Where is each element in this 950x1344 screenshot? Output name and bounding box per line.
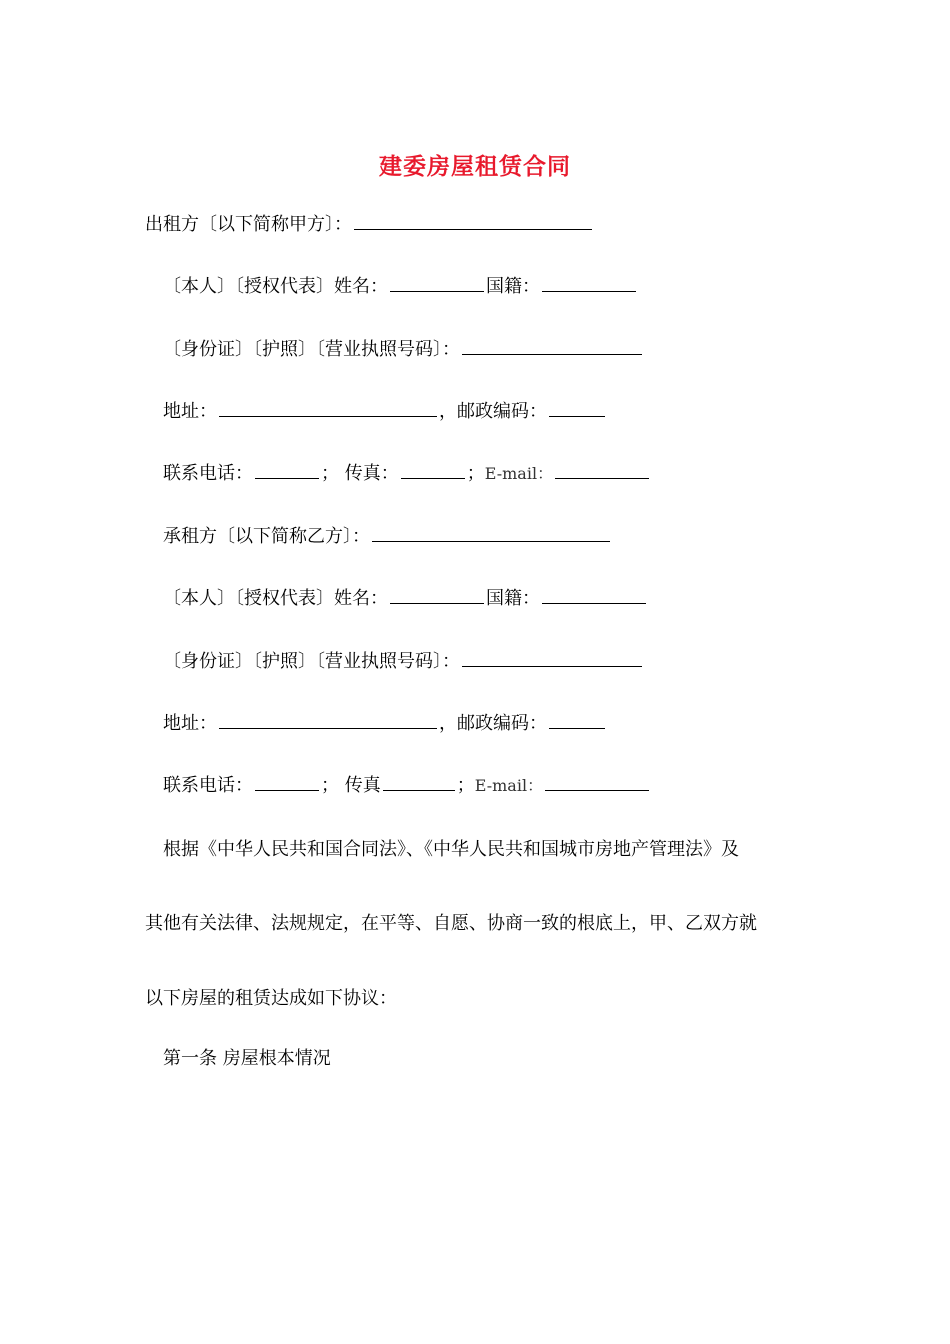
lessor-nationality-blank[interactable] (542, 273, 636, 292)
lessee-heading-row (163, 523, 612, 550)
lessee-sep1: ； (321, 775, 339, 796)
lessor-address-row (163, 398, 607, 425)
lessee-heading: 承租方〔以下简称乙方〕： (163, 526, 370, 547)
lessee-address-row (163, 710, 607, 737)
lessee-id-label: 〔身份证〕〔护照〕〔营业执照号码〕： (163, 651, 460, 672)
lessee-contact-row (163, 772, 651, 799)
lessee-id-blank[interactable] (462, 648, 642, 667)
lessee-phone-label: 联系电话： (163, 775, 253, 796)
lessee-email-label: E-mail： (474, 776, 544, 795)
lessor-sep2: ； (466, 463, 485, 484)
body-line-3: 以下房屋的租赁达成如下协议： (145, 988, 397, 1009)
lessor-fax-blank[interactable] (401, 460, 465, 479)
lessee-nationality-blank[interactable] (542, 585, 646, 604)
lessor-email-label: E-mail： (484, 464, 554, 483)
lessor-id-row (163, 336, 644, 363)
lessor-address-label: 地址： (163, 401, 217, 422)
body-line-1: 根据《中华人民共和国合同法》、《中华人民共和国城市房地产管理法》及 (163, 839, 739, 860)
document-title: 建委房屋租赁合同 (379, 153, 571, 180)
lessee-address-blank[interactable] (219, 710, 437, 729)
lessee-name-label: 〔本人〕〔授权代表〕姓名： (163, 588, 388, 609)
lessor-name-blank[interactable] (354, 211, 592, 230)
lessee-postcode-blank[interactable] (549, 710, 605, 729)
lessor-postcode-label: ，邮政编码： (439, 401, 547, 422)
lessee-postcode-label: ，邮政编码： (439, 713, 547, 734)
lessee-address-label: 地址： (163, 713, 217, 734)
lessor-sep1: ； (321, 463, 339, 484)
body-line-2: 其他有关法律、法规规定，在平等、自愿、协商一致的根底上，甲、乙双方就 (145, 913, 757, 934)
lessor-heading: 出租方〔以下简称甲方〕： (145, 214, 352, 235)
lessee-fax-blank[interactable] (383, 772, 455, 791)
lessee-person-name-blank[interactable] (390, 585, 484, 604)
lessor-phone-blank[interactable] (255, 460, 319, 479)
lessor-email-blank[interactable] (555, 460, 649, 479)
lessor-fax-label: 传真： (344, 463, 399, 484)
lessee-phone-blank[interactable] (255, 772, 319, 791)
lessee-sep2: ； (456, 775, 475, 796)
lessor-person-name-blank[interactable] (390, 273, 484, 292)
lessee-fax-label: 传真 (344, 775, 381, 796)
lessor-nationality-label: 国籍： (486, 276, 540, 297)
lessor-name-label: 〔本人〕〔授权代表〕姓名： (163, 276, 388, 297)
lessor-phone-label: 联系电话： (163, 463, 253, 484)
lessee-name-blank[interactable] (372, 523, 610, 542)
lessee-id-row (163, 648, 644, 675)
lessee-email-blank[interactable] (545, 772, 649, 791)
lessor-contact-row (163, 460, 651, 487)
lessor-id-label: 〔身份证〕〔护照〕〔营业执照号码〕： (163, 339, 460, 360)
lessor-id-blank[interactable] (462, 336, 642, 355)
article-1-heading: 第一条 房屋根本情况 (163, 1048, 331, 1069)
lessor-postcode-blank[interactable] (549, 398, 605, 417)
lessee-name-row (163, 585, 648, 612)
lessor-heading-row (145, 211, 594, 238)
lessee-nationality-label: 国籍： (486, 588, 540, 609)
lessor-address-blank[interactable] (219, 398, 437, 417)
lessor-name-row (163, 273, 638, 300)
